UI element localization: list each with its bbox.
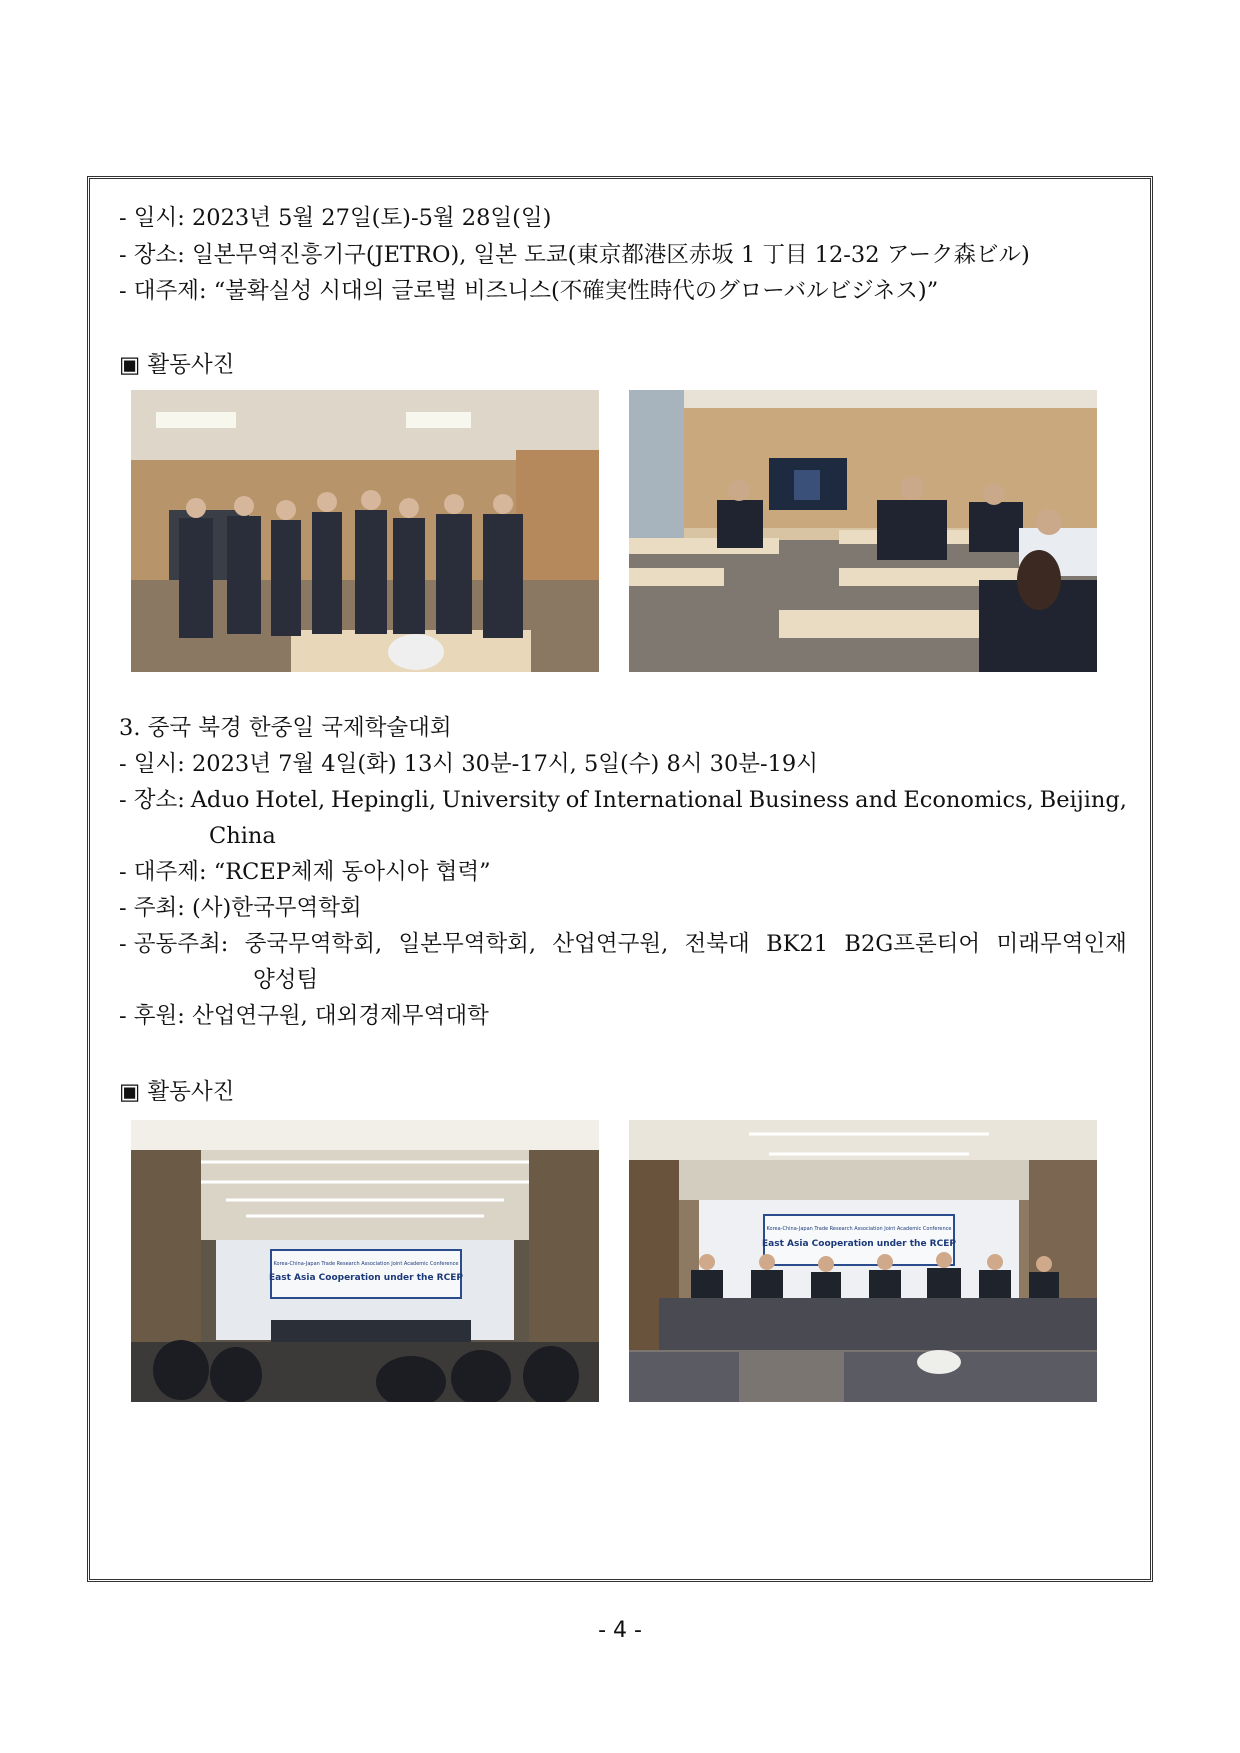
banner-big-text: East Asia Cooperation under the RCEP bbox=[269, 1273, 463, 1283]
conference-cohost-line1: - 공동주최: 중국무역학회, 일본무역학회, 산업연구원, 전북대 BK21 B2G프론티어 미래무역인재 bbox=[119, 931, 1127, 957]
conference-theme: - 대주제: “RCEP체제 동아시아 협력” bbox=[119, 859, 491, 885]
page-number: - 4 - bbox=[598, 1618, 642, 1643]
conference-date: - 일시: 2023년 7월 4일(화) 13시 30분-17시, 5일(수) 8시 30분-19시 bbox=[119, 751, 818, 777]
conference-cohost-line2: 양성팀 bbox=[253, 967, 319, 993]
banner-big-text-2: East Asia Cooperation under the RCEP bbox=[762, 1239, 956, 1249]
photo-conference-hall bbox=[131, 1120, 599, 1402]
banner-small-text: Korea-China-Japan Trade Research Association Joint Academic Conference bbox=[273, 1261, 459, 1267]
photo-seminar-jetro bbox=[629, 390, 1097, 672]
conference-venue-line2: China bbox=[209, 823, 276, 849]
event-theme: - 대주제: “불확실성 시대의 글로벌 비즈니스(不確実性時代のグローバルビジネス)” bbox=[119, 278, 939, 304]
photo-group-jetro bbox=[131, 390, 599, 672]
conference-host: - 주최: (사)한국무역학회 bbox=[119, 895, 362, 921]
photo-conference-panel bbox=[629, 1120, 1097, 1402]
event-date: - 일시: 2023년 5월 27일(토)-5월 28일(일) bbox=[119, 205, 552, 231]
photos-heading: ▣ 활동사진 bbox=[119, 352, 235, 378]
photos-heading-2: ▣ 활동사진 bbox=[119, 1079, 235, 1105]
section3-title: 3. 중국 북경 한중일 국제학술대회 bbox=[119, 715, 452, 741]
conference-venue-line1: - 장소: Aduo Hotel, Hepingli, University of International Business and Economics, Beijing, bbox=[119, 787, 1127, 813]
conference-sponsor: - 후원: 산업연구원, 대외경제무역대학 bbox=[119, 1003, 489, 1029]
event-venue: - 장소: 일본무역진흥기구(JETRO), 일본 도쿄(東京都港区赤坂 1 丁目 12-32 アーク森ビル) bbox=[119, 242, 1030, 268]
banner-small-text-2: Korea-China-Japan Trade Research Association Joint Academic Conference bbox=[766, 1226, 952, 1232]
